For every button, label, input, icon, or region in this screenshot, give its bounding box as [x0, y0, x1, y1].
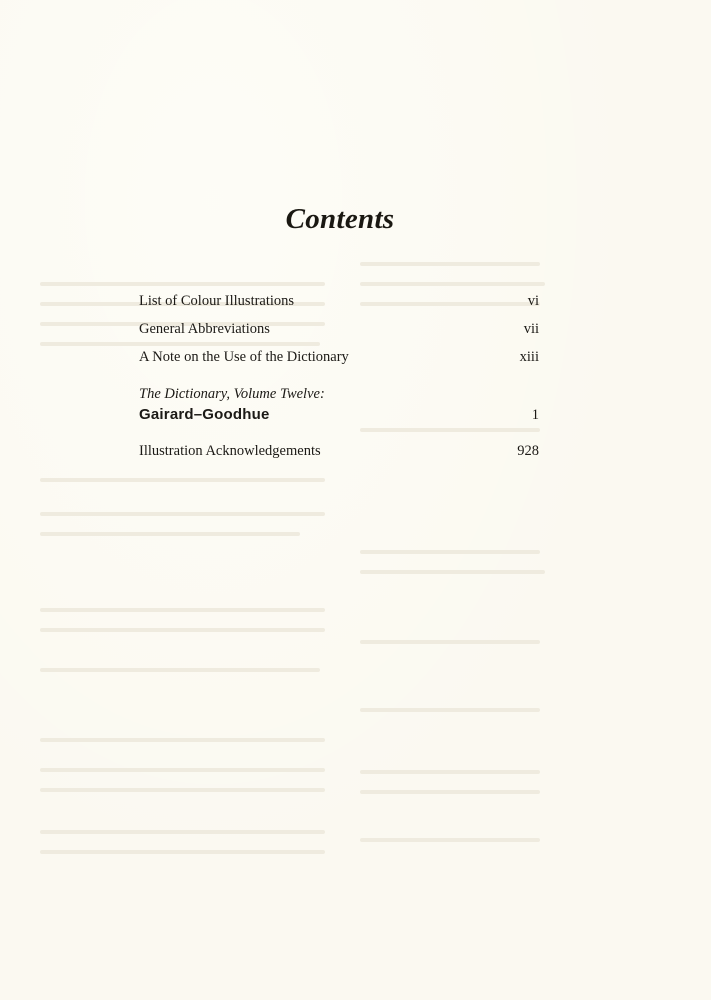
show-through-line: [40, 342, 320, 346]
toc-entry-label: Illustration Acknowledgements: [139, 443, 321, 459]
toc-entry-illustration-acknowledgements[interactable]: [139, 442, 539, 460]
show-through-line: [360, 428, 540, 432]
toc-entry-label: General Abbreviations: [139, 321, 270, 337]
toc-entry-page: xiii: [519, 349, 539, 365]
show-through-line: [40, 788, 325, 792]
show-through-line: [360, 838, 540, 842]
page-title: Contents: [285, 203, 395, 236]
toc-entry-page: vii: [523, 321, 539, 337]
toc-entry-page: vi: [527, 293, 539, 309]
toc-entry-note-on-use[interactable]: [139, 348, 539, 366]
show-through-line: [40, 512, 325, 516]
show-through-line: [40, 628, 325, 632]
show-through-line: [40, 738, 325, 742]
toc-entry-label: A Note on the Use of the Dictionary: [139, 349, 349, 365]
show-through-line: [360, 640, 540, 644]
toc-entry-page: 928: [517, 443, 539, 459]
show-through-line: [40, 532, 300, 536]
show-through-line: [40, 830, 325, 834]
show-through-line: [40, 282, 325, 286]
show-through-line: [360, 282, 545, 286]
show-through-line: [360, 790, 540, 794]
show-through-line: [40, 850, 325, 854]
toc-entry-page: 1: [531, 407, 539, 423]
toc-section-heading: The Dictionary, Volume Twelve:: [139, 386, 325, 402]
show-through-line: [360, 708, 540, 712]
toc-entry-label: Gairard–Goodhue: [139, 406, 270, 423]
show-through-line: [40, 668, 320, 672]
show-through-line: [40, 768, 325, 772]
show-through-line: [360, 550, 540, 554]
show-through-line: [360, 570, 545, 574]
toc-entry-general-abbreviations[interactable]: [139, 320, 539, 338]
show-through-line: [40, 608, 325, 612]
show-through-line: [360, 262, 540, 266]
toc-entry-colour-illustrations[interactable]: [139, 292, 539, 310]
show-through-line: [360, 770, 540, 774]
toc-entry-dictionary-range[interactable]: [139, 406, 539, 424]
toc-entry-label: List of Colour Illustrations: [139, 293, 295, 309]
show-through-line: [40, 478, 325, 482]
